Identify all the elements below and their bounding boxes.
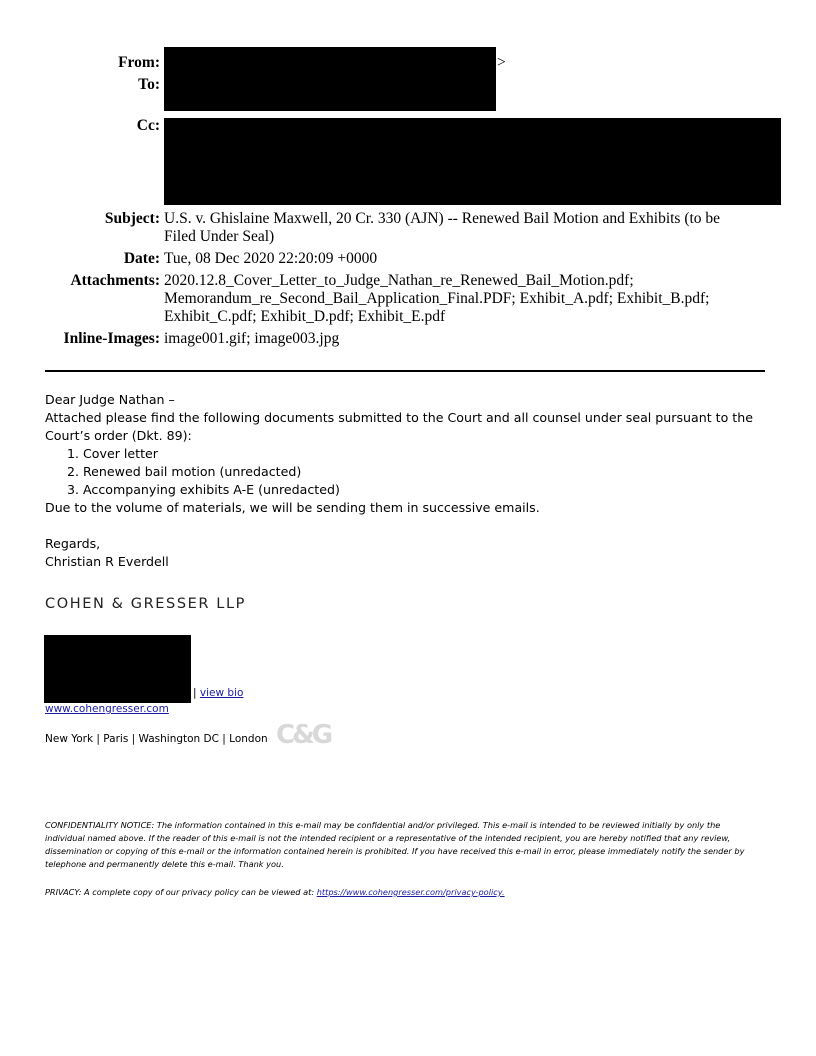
confidentiality-notice: CONFIDENTIALITY NOTICE: The information contained in this e-mail may be confidential and/or privileged. This e-mail is intended to be reviewed initially by only the individual named above. If the reader of this e-mail is not the intended recipient or a representative of the intended recipient, you are hereby notified that any review, dissemination or copying of this e-mail or the information contained herein is prohibited. If you have received this e-mail in error, please immediately notify the sender by telephone and permanently delete this e-mail. Thank you.: [45, 820, 745, 869]
greeting: Dear Judge Nathan –: [45, 392, 175, 407]
privacy-policy-link[interactable]: https://www.cohengresser.com/privacy-policy.: [316, 887, 505, 897]
spacer: [45, 517, 775, 535]
header-divider: [45, 370, 765, 372]
intro-paragraph: Attached please find the following documents submitted to the Court and all counsel under seal pursuant to the Court’s order (Dkt. 89):: [45, 410, 753, 443]
privacy-prefix: PRIVACY: A complete copy of our privacy policy can be viewed at:: [45, 887, 317, 897]
signer-name: Christian R Everdell: [45, 554, 169, 569]
website-link[interactable]: www.cohengresser.com: [45, 703, 169, 715]
firm-logo: C&G: [276, 720, 331, 750]
cc-label: Cc:: [136, 117, 160, 134]
office-locations: New York | Paris | Washington DC | London: [45, 733, 268, 745]
redaction-cc: [164, 118, 781, 205]
inline-images-label: Inline-Images:: [63, 330, 160, 347]
attachments-value[interactable]: 2020.12.8_Cover_Letter_to_Judge_Nathan_re_Renewed_Bail_Motion.pdf; Memorandum_re_Second_Bail_Application_Final.PDF; Exhibit_A.pdf; Exhibit_B.pdf; Exhibit_C.pdf; Exhibit_D.pdf; Exhibit_E.pdf: [164, 272, 710, 325]
message-body: [45, 391, 775, 571]
from-value-tail: >: [497, 54, 506, 71]
list-item: 3. Accompanying exhibits A-E (unredacted): [83, 481, 775, 499]
redaction-from-to: [164, 47, 496, 111]
redaction-signature: [44, 635, 191, 703]
subject-label: Subject:: [104, 210, 160, 227]
volume-note: Due to the volume of materials, we will be sending them in successive emails.: [45, 500, 540, 515]
email-header: [0, 0, 816, 360]
list-item: 1. Cover letter: [83, 445, 775, 463]
document-list: [45, 445, 775, 499]
from-label: From:: [118, 54, 160, 71]
subject-value: U.S. v. Ghislaine Maxwell, 20 Cr. 330 (AJN) -- Renewed Bail Motion and Exhibits (to be Filed Under Seal): [164, 210, 721, 245]
firm-name: COHEN & GRESSER LLP: [45, 596, 247, 612]
date-label: Date:: [123, 250, 160, 267]
bio-separator: |: [193, 687, 197, 699]
inline-images-value: image001.gif; image003.jpg: [164, 330, 340, 347]
attachments-label: Attachments:: [70, 272, 160, 289]
date-value: Tue, 08 Dec 2020 22:20:09 +0000: [164, 250, 378, 267]
closing: Regards,: [45, 536, 101, 551]
list-item: 2. Renewed bail motion (unredacted): [83, 463, 775, 481]
to-label: To:: [138, 76, 160, 93]
view-bio-link[interactable]: view bio: [199, 687, 244, 699]
bio-line: [193, 687, 243, 699]
privacy-notice: [45, 886, 755, 899]
